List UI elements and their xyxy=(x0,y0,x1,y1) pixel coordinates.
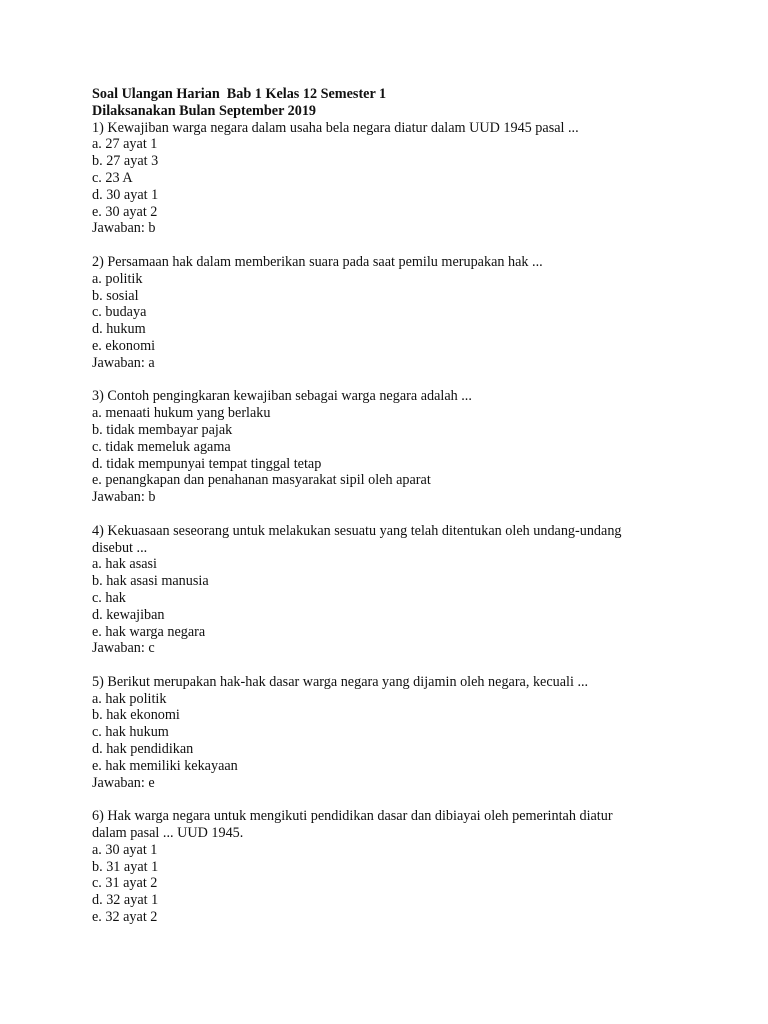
option-a: a. 30 ayat 1 xyxy=(92,841,158,858)
question-text-line-2: disebut ... xyxy=(92,539,148,556)
option-c: c. 23 A xyxy=(92,169,133,186)
question-text-line-2: dalam pasal ... UUD 1945. xyxy=(92,825,244,842)
option-b: b. sosial xyxy=(92,287,139,304)
option-c: c. budaya xyxy=(92,304,147,321)
answer-key: Jawaban: a xyxy=(92,354,155,371)
option-d: d. kewajiban xyxy=(92,606,165,623)
question-text-line-1: 6) Hak warga negara untuk mengikuti pendidikan dasar dan dibiayai oleh pemerintah diatur xyxy=(92,808,613,825)
question-2 xyxy=(92,254,732,372)
option-d: d. 32 ayat 1 xyxy=(92,892,159,909)
option-c: c. hak xyxy=(92,589,126,606)
option-e: e. penangkapan dan penahanan masyarakat sipil oleh aparat xyxy=(92,472,431,489)
option-a: a. menaati hukum yang berlaku xyxy=(92,405,271,422)
question-4 xyxy=(92,523,732,657)
question-text: 5) Berikut merupakan hak-hak dasar warga negara yang dijamin oleh negara, kecuali ... xyxy=(92,673,589,690)
document-subtitle: Dilaksanakan Bulan September 2019 xyxy=(92,102,317,119)
answer-key: Jawaban: b xyxy=(92,220,156,237)
option-b: b. hak asasi manusia xyxy=(92,573,209,590)
option-b: b. hak ekonomi xyxy=(92,707,180,724)
option-a: a. hak politik xyxy=(92,690,167,707)
answer-key: Jawaban: c xyxy=(92,640,155,657)
option-e: e. hak memiliki kekayaan xyxy=(92,757,238,774)
question-text: 2) Persamaan hak dalam memberikan suara pada saat pemilu merupakan hak ... xyxy=(92,253,543,270)
question-text: 3) Contoh pengingkaran kewajiban sebagai warga negara adalah ... xyxy=(92,388,472,405)
question-5 xyxy=(92,674,732,792)
option-d: d. 30 ayat 1 xyxy=(92,186,159,203)
option-c: c. tidak memeluk agama xyxy=(92,438,231,455)
option-b: b. tidak membayar pajak xyxy=(92,421,233,438)
option-e: e. hak warga negara xyxy=(92,623,206,640)
option-d: d. hak pendidikan xyxy=(92,741,194,758)
option-b: b. 31 ayat 1 xyxy=(92,858,159,875)
option-b: b. 27 ayat 3 xyxy=(92,153,159,170)
option-c: c. hak hukum xyxy=(92,724,169,741)
option-d: d. tidak mempunyai tempat tinggal tetap xyxy=(92,455,322,472)
question-text: 1) Kewajiban warga negara dalam usaha bela negara diatur dalam UUD 1945 pasal ... xyxy=(92,119,579,136)
answer-key: Jawaban: b xyxy=(92,489,156,506)
question-1 xyxy=(92,120,732,238)
option-a: a. hak asasi xyxy=(92,556,158,573)
option-e: e. 32 ayat 2 xyxy=(92,909,158,926)
option-d: d. hukum xyxy=(92,321,146,338)
document-page xyxy=(92,86,732,926)
option-a: a. 27 ayat 1 xyxy=(92,136,158,153)
option-a: a. politik xyxy=(92,270,143,287)
option-c: c. 31 ayat 2 xyxy=(92,875,158,892)
question-3 xyxy=(92,388,732,506)
answer-key: Jawaban: e xyxy=(92,774,155,791)
option-e: e. ekonomi xyxy=(92,337,156,354)
option-e: e. 30 ayat 2 xyxy=(92,203,158,220)
question-text-line-1: 4) Kekuasaan seseorang untuk melakukan sesuatu yang telah ditentukan oleh undang-undang xyxy=(92,522,622,539)
document-title: Soal Ulangan Harian Bab 1 Kelas 12 Semester 1 xyxy=(92,86,387,102)
question-6 xyxy=(92,808,732,926)
